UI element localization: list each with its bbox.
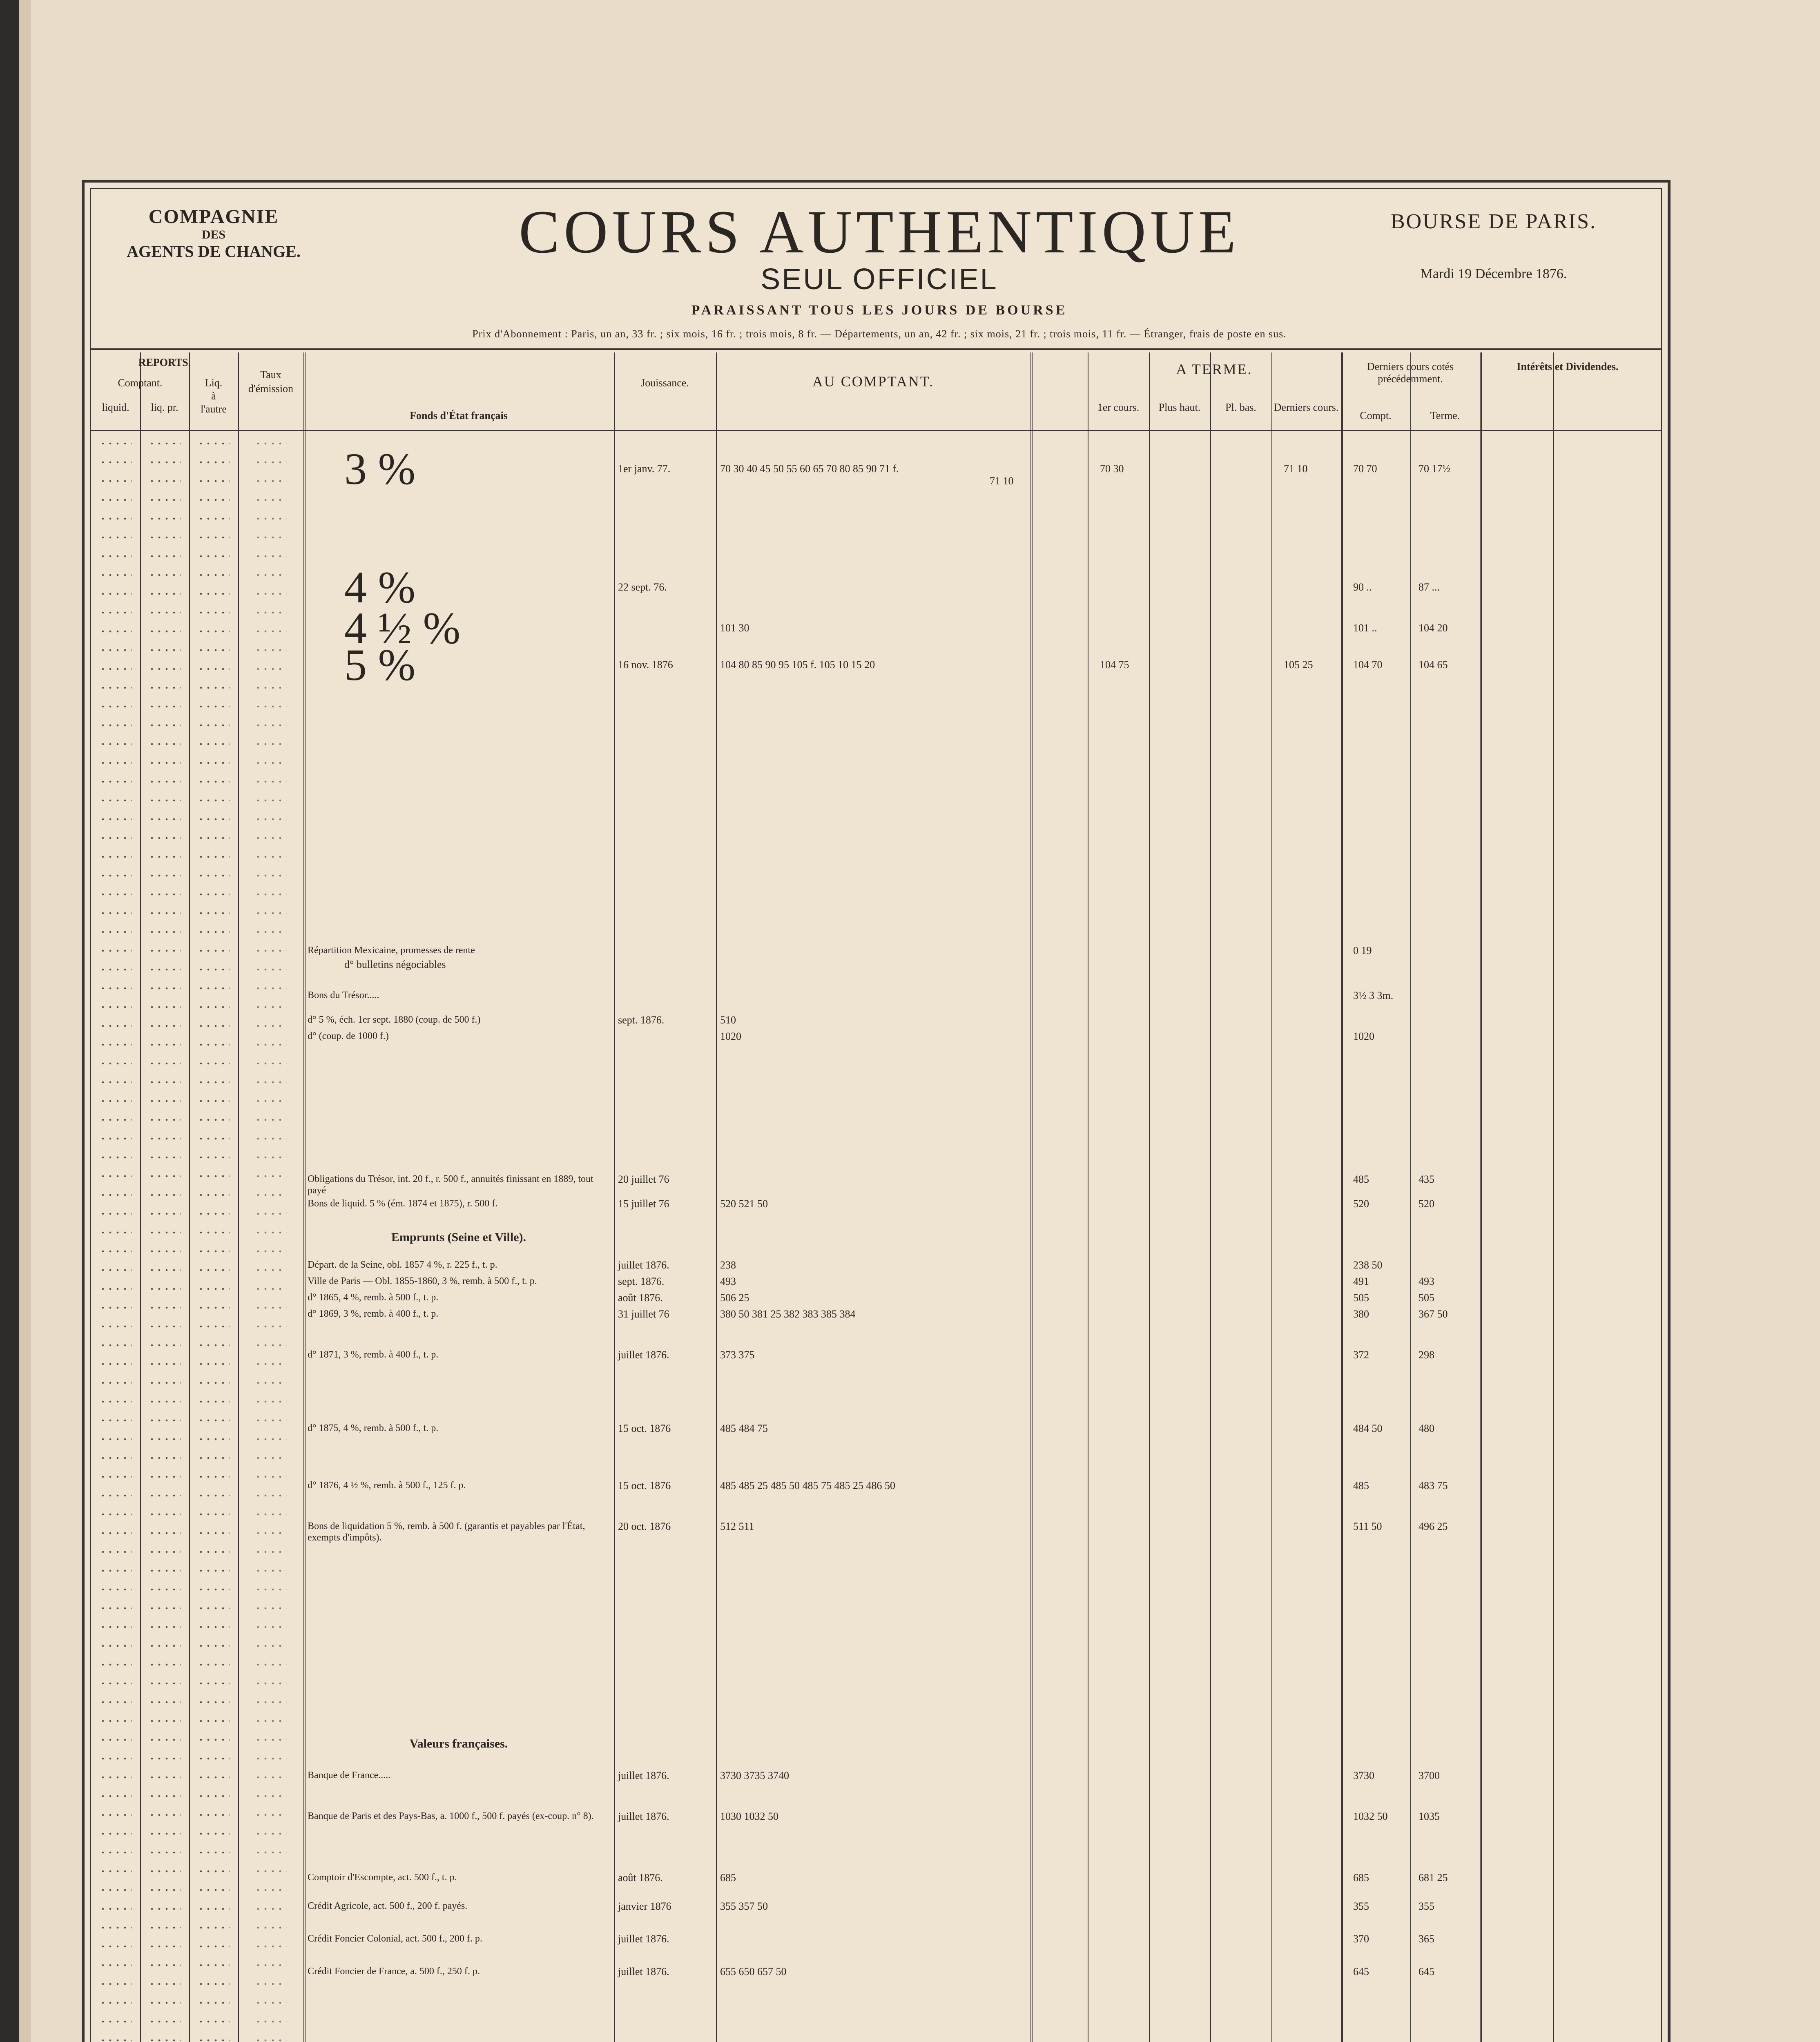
subscription-prices: Prix d'Abonnement : Paris, un an, 33 fr. ; six mois, 16 fr. ; trois mois, 8 fr. — Départements, un an, 42 fr. ; six mois, 21 fr. ; trois mois, 11 fr. — Étranger, frais de poste en sus. <box>472 328 1287 340</box>
security-last-compt: 355 <box>1353 1900 1369 1912</box>
security-jouissance: 20 juillet 76 <box>618 1173 669 1185</box>
security-jouissance: sept. 1876. <box>618 1275 665 1287</box>
masthead-rule <box>91 348 1661 350</box>
security-jouissance: sept. 1876. <box>618 1014 665 1026</box>
rente-5-terme: 104 65 <box>1419 659 1448 671</box>
security-comptant: 655 650 657 50 <box>720 1966 787 1977</box>
rente-3-label: 3 % <box>344 444 416 494</box>
security-name-2: d° bulletins négociables <box>344 959 446 970</box>
security-name: Bons de liquidation 5 %, remb. à 500 f. (garantis et payables par l'État, exempts d'impôts). <box>308 1521 585 1543</box>
security-last-terme: 505 <box>1419 1292 1434 1304</box>
hdr-liq-pr: liq. pr. <box>151 401 178 413</box>
hdr-premier-cours: 1er cours. <box>1097 401 1140 413</box>
security-name: d° 1865, 4 %, remb. à 500 f., t. p. <box>308 1292 439 1303</box>
hdr-liq: Liq. <box>205 377 223 389</box>
security-name: Crédit Foncier de France, a. 500 f., 250 f. p. <box>308 1966 480 1977</box>
security-last-terme: 520 <box>1419 1198 1434 1210</box>
page-frame <box>90 188 1662 2042</box>
publisher-compagnie: COMPAGNIE <box>148 206 279 227</box>
security-name: d° 5 %, éch. 1er sept. 1880 (coup. de 500 f.) <box>308 1014 481 1025</box>
col-divider <box>303 352 306 2042</box>
security-name: Départ. de la Seine, obl. 1857 4 %, r. 225 f., t. p. <box>308 1260 497 1270</box>
col-divider <box>1271 352 1272 2042</box>
security-jouissance: 31 juillet 76 <box>618 1308 669 1320</box>
col-divider <box>140 352 141 2042</box>
security-comptant: 380 50 381 25 382 383 385 384 <box>720 1308 856 1320</box>
security-last-terme: 493 <box>1419 1275 1434 1287</box>
masthead-subtitle: SEUL OFFICIEL <box>761 263 998 296</box>
security-last-compt: 238 50 <box>1353 1259 1383 1271</box>
hdr-au-comptant: AU COMPTANT. <box>812 373 935 390</box>
security-last-compt: 3730 <box>1353 1770 1374 1781</box>
security-jouissance: 15 oct. 1876 <box>618 1480 671 1491</box>
security-comptant: 1030 1032 50 <box>720 1810 778 1822</box>
security-last-terme: 367 50 <box>1419 1308 1448 1320</box>
masthead-paraissant: PARAISSANT TOUS LES JOURS DE BOURSE <box>691 303 1068 318</box>
rente-3-terme-1: 70 30 <box>1100 463 1124 475</box>
col-divider <box>1410 352 1411 2042</box>
security-name: Bons du Trésor..... <box>308 990 379 1001</box>
hdr-derniers-cotes: Derniers cours cotés précédemment. <box>1367 361 1454 385</box>
security-last-terme: 365 <box>1419 1933 1434 1945</box>
security-last-compt: 505 <box>1353 1292 1369 1304</box>
security-comptant: 685 <box>720 1872 736 1884</box>
rente-5-jouissance: 16 nov. 1876 <box>618 659 673 671</box>
security-last-compt: 491 <box>1353 1275 1369 1287</box>
rente-5-label: 5 % <box>344 640 416 690</box>
bourse-block <box>1338 210 1649 282</box>
rente-5-comptant: 104 80 85 90 95 105 f. 105 10 15 20 <box>720 659 875 671</box>
col-divider <box>716 352 717 2042</box>
rente-3-comptant: 70 30 40 45 50 55 60 65 70 80 85 90 71 f. <box>720 463 899 475</box>
security-jouissance: juillet 1876. <box>618 1966 669 1977</box>
page-edge <box>19 0 31 2042</box>
hdr-lautre: l'autre <box>201 403 227 415</box>
col-divider <box>1030 352 1033 2042</box>
security-jouissance: juillet 1876. <box>618 1933 669 1945</box>
col-divider <box>1210 352 1211 2042</box>
hdr-comptant: Comptant. <box>118 377 163 389</box>
security-comptant: 1020 <box>720 1030 741 1042</box>
security-last-compt: 520 <box>1353 1198 1369 1210</box>
rente-4half-compt: 101 .. <box>1353 622 1377 634</box>
security-jouissance: 20 oct. 1876 <box>618 1520 671 1532</box>
section-emprunts: Emprunts (Seine et Ville). <box>391 1231 526 1244</box>
security-jouissance: juillet 1876. <box>618 1770 669 1781</box>
hdr-jouissance: Jouissance. <box>641 377 689 389</box>
security-name: d° (coup. de 1000 f.) <box>308 1031 389 1041</box>
rente-4half-label: 4 ½ % <box>344 603 461 653</box>
publisher-agents: AGENTS DE CHANGE. <box>127 242 301 261</box>
security-last-compt: 370 <box>1353 1933 1369 1945</box>
security-last-compt: 1020 <box>1353 1030 1374 1042</box>
hdr-demission: d'émission <box>248 383 294 395</box>
security-comptant: 3730 3735 3740 <box>720 1770 789 1781</box>
security-name: Répartition Mexicaine, promesses de rente <box>308 945 475 956</box>
hdr-dernier: Derniers cours. <box>1274 401 1339 413</box>
security-last-terme: 3700 <box>1419 1770 1440 1781</box>
security-last-terme: 355 <box>1419 1900 1434 1912</box>
security-jouissance: janvier 1876 <box>618 1900 671 1912</box>
security-jouissance: 15 juillet 76 <box>618 1198 669 1210</box>
rente-4-label: 4 % <box>344 562 416 612</box>
security-name: Comptoir d'Escompte, act. 500 f., t. p. <box>308 1872 457 1883</box>
security-jouissance: juillet 1876. <box>618 1259 669 1271</box>
security-last-terme: 483 75 <box>1419 1480 1448 1491</box>
security-name: d° 1875, 4 %, remb. à 500 f., t. p. <box>308 1423 439 1433</box>
col-divider <box>1480 352 1482 2042</box>
hdr-plus-bas: Pl. bas. <box>1225 401 1256 413</box>
security-name: Crédit Foncier Colonial, act. 500 f., 200 f. p. <box>308 1933 482 1944</box>
rente-4-jouissance: 22 sept. 76. <box>618 581 667 593</box>
rente-3-dernier: 71 10 <box>1284 463 1308 475</box>
security-name: d° 1869, 3 %, remb. à 400 f., t. p. <box>308 1309 439 1319</box>
security-comptant: 485 485 25 485 50 485 75 485 25 486 50 <box>720 1480 895 1491</box>
hdr-compt: Compt. <box>1360 410 1392 421</box>
header-rule <box>91 430 1661 431</box>
security-last-terme: 298 <box>1419 1349 1434 1361</box>
security-last-compt: 685 <box>1353 1872 1369 1884</box>
security-last-compt: 0 19 <box>1353 945 1372 956</box>
security-last-terme: 1035 <box>1419 1810 1440 1822</box>
hdr-taux: Taux <box>260 369 281 381</box>
section-valeurs: Valeurs françaises. <box>409 1737 508 1750</box>
security-last-compt: 372 <box>1353 1349 1369 1361</box>
security-comptant: 355 357 50 <box>720 1900 768 1912</box>
hdr-plus-haut: Plus haut. <box>1158 401 1201 413</box>
security-last-terme: 645 <box>1419 1966 1434 1977</box>
col-divider <box>614 352 615 2042</box>
rente-4half-terme: 104 20 <box>1419 622 1448 634</box>
col-divider <box>238 352 239 2042</box>
rente-4-compt: 90 .. <box>1353 581 1372 593</box>
security-jouissance: juillet 1876. <box>618 1349 669 1361</box>
rente-3-jouissance: 1er janv. 77. <box>618 463 671 475</box>
quotes-table <box>91 352 1661 2042</box>
security-jouissance: août 1876. <box>618 1292 663 1304</box>
security-jouissance: août 1876. <box>618 1872 663 1884</box>
security-name: Banque de France..... <box>308 1770 391 1781</box>
col-divider <box>1553 352 1554 2042</box>
security-comptant: 493 <box>720 1275 736 1287</box>
publisher-des: DES <box>201 228 226 241</box>
reports-dots <box>99 434 132 2042</box>
hdr-fonds: Fonds d'État français <box>410 410 508 421</box>
security-last-compt: 1032 50 <box>1353 1810 1388 1822</box>
rente-3-comptant-2: 71 10 <box>990 475 1014 487</box>
security-name: Bons de liquid. 5 % (ém. 1874 et 1875), r. 500 f. <box>308 1198 498 1209</box>
col-divider <box>1149 352 1150 2042</box>
security-comptant: 373 375 <box>720 1349 755 1361</box>
security-last-compt: 645 <box>1353 1966 1369 1977</box>
security-last-compt: 484 50 <box>1353 1422 1383 1434</box>
security-jouissance: 15 oct. 1876 <box>618 1422 671 1434</box>
security-last-terme: 496 25 <box>1419 1520 1448 1532</box>
security-name: Crédit Agricole, act. 500 f., 200 f. payés. <box>308 1901 468 1911</box>
security-comptant: 506 25 <box>720 1292 749 1304</box>
newspaper-page <box>82 180 1671 2042</box>
security-comptant: 510 <box>720 1014 736 1026</box>
rente-3-terme: 70 17½ <box>1419 463 1450 475</box>
hdr-liquid: liquid. <box>102 401 129 413</box>
security-last-compt: 380 <box>1353 1308 1369 1320</box>
rente-3-compt: 70 70 <box>1353 463 1377 475</box>
reports-dots <box>197 434 230 2042</box>
security-name: d° 1871, 3 %, remb. à 400 f., t. p. <box>308 1349 439 1360</box>
rente-5-dernier: 105 25 <box>1284 659 1313 671</box>
taux-dots <box>254 434 287 2042</box>
rente-4half-comptant: 101 30 <box>720 622 749 634</box>
security-name: Banque de Paris et des Pays-Bas, a. 1000 f., 500 f. payés (ex-coup. n° 8). <box>308 1811 594 1821</box>
security-last-terme: 681 25 <box>1419 1872 1448 1884</box>
security-last-compt: 511 50 <box>1353 1520 1382 1532</box>
hdr-a: à <box>211 390 216 402</box>
security-comptant: 520 521 50 <box>720 1198 768 1210</box>
security-last-terme: 480 <box>1419 1422 1434 1434</box>
security-name: Obligations du Trésor, int. 20 f., r. 500 f., annuités finissant en 1889, tout payé <box>308 1174 593 1196</box>
security-last-compt: 3½ 3 3m. <box>1353 990 1394 1001</box>
security-last-compt: 485 <box>1353 1480 1369 1491</box>
book-binding <box>0 0 19 2042</box>
issue-date: Mardi 19 Décembre 1876. <box>1420 266 1567 281</box>
security-last-compt: 485 <box>1353 1173 1369 1185</box>
hdr-terme: Terme. <box>1430 410 1460 421</box>
col-divider <box>189 352 190 2042</box>
hdr-a-terme: A TERME. <box>1176 361 1253 377</box>
security-last-terme: 435 <box>1419 1173 1434 1185</box>
col-divider <box>1341 352 1343 2042</box>
security-jouissance: juillet 1876. <box>618 1810 669 1822</box>
masthead-title: COURS AUTHENTIQUE <box>519 198 1240 266</box>
security-name: d° 1876, 4 ½ %, remb. à 500 f., 125 f. p. <box>308 1480 466 1491</box>
rente-5-terme-1: 104 75 <box>1100 659 1129 671</box>
security-comptant: 512 511 <box>720 1520 754 1532</box>
publisher-block <box>107 205 320 261</box>
security-comptant: 238 <box>720 1259 736 1271</box>
hdr-interets: Intérêts et Dividendes. <box>1517 361 1619 372</box>
reports-dots <box>148 434 181 2042</box>
rente-4-terme: 87 ... <box>1419 581 1440 593</box>
rente-5-compt: 104 70 <box>1353 659 1383 671</box>
security-name: Ville de Paris — Obl. 1855-1860, 3 %, remb. à 500 f., t. p. <box>308 1276 537 1286</box>
security-comptant: 485 484 75 <box>720 1422 768 1434</box>
bourse-name: BOURSE DE PARIS. <box>1390 210 1597 233</box>
hdr-reports: REPORTS. <box>138 357 191 368</box>
